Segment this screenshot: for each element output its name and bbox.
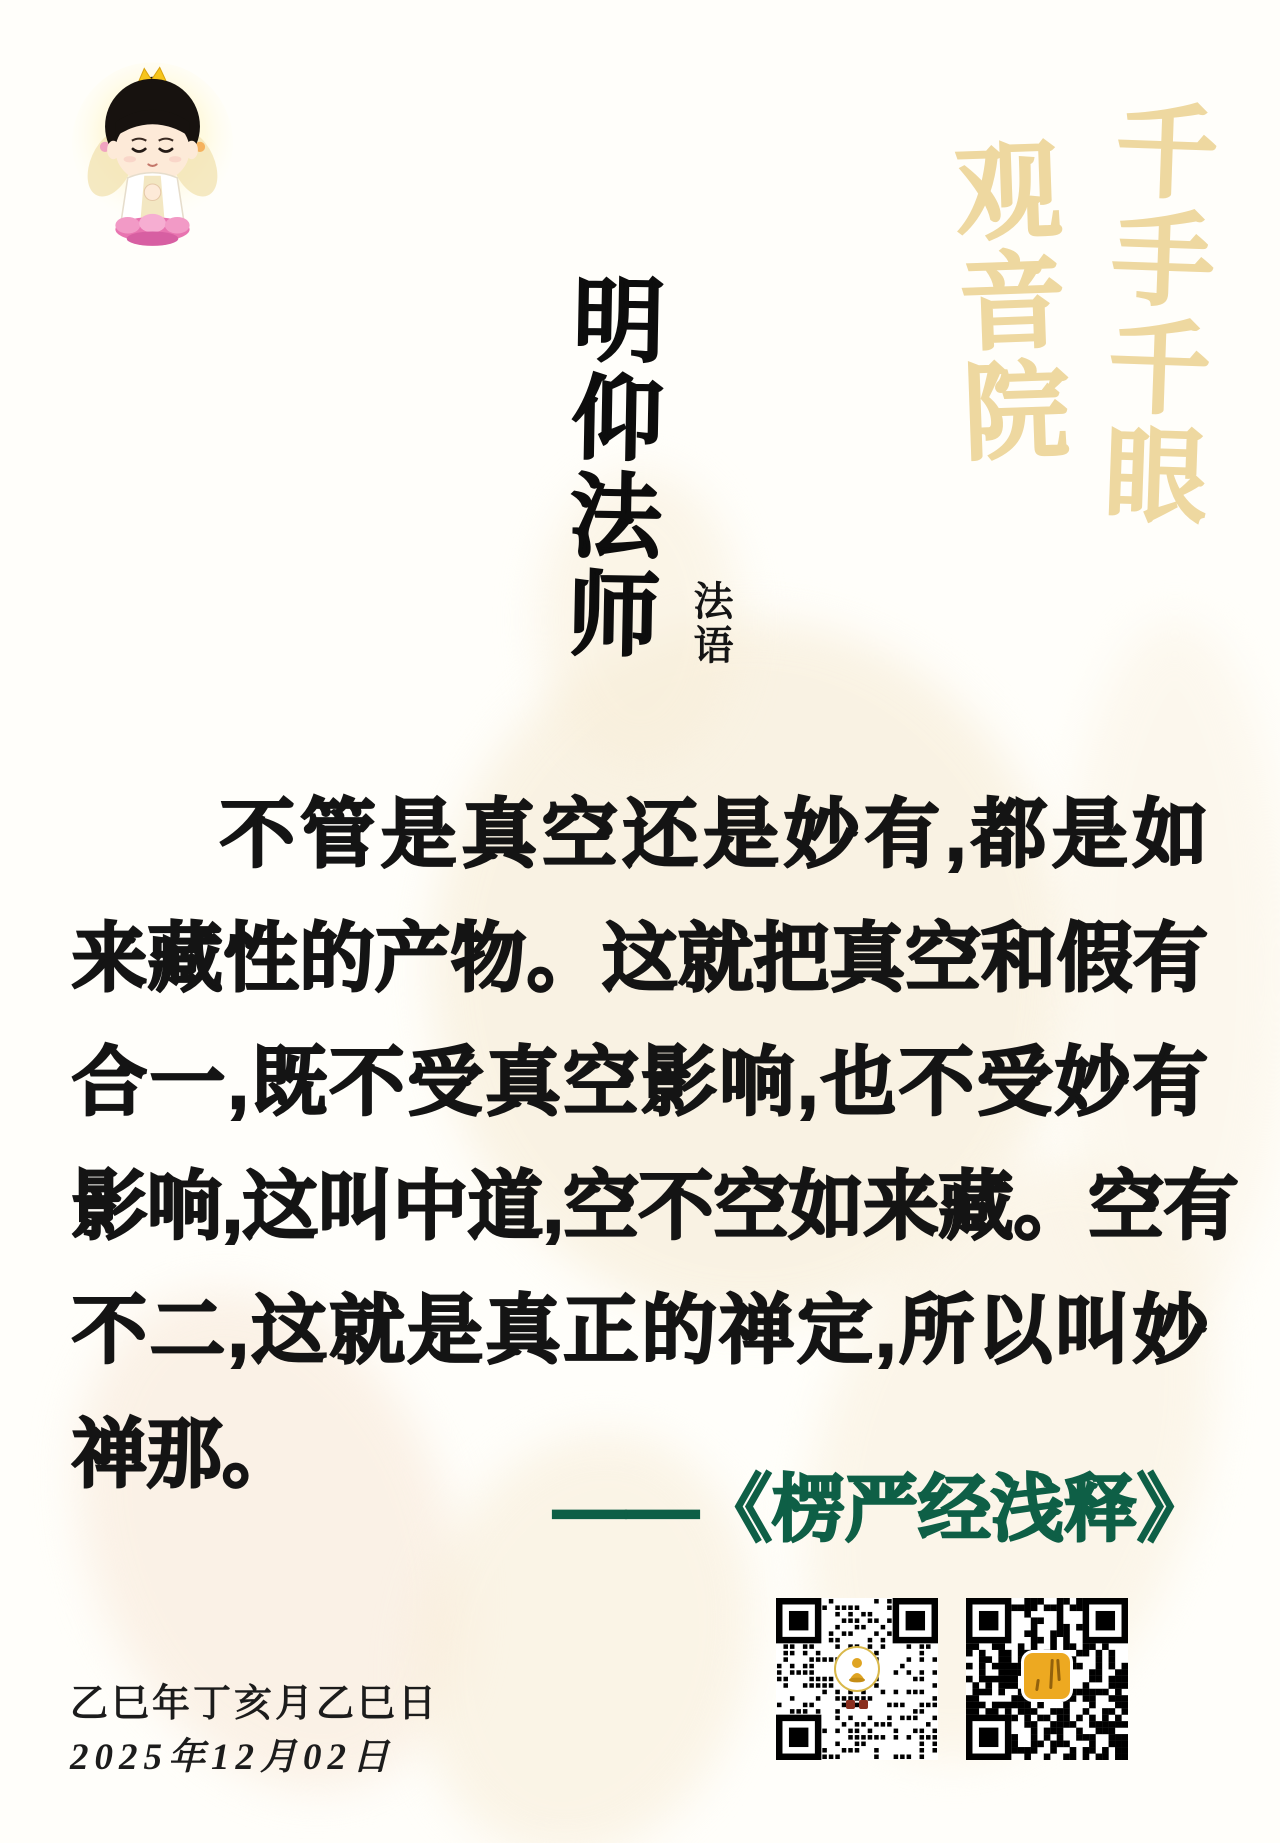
quote-line: 来藏性的产物。这就把真空和假有 — [72, 916, 1208, 1000]
gregorian-date: 2025年12月02日 — [70, 1737, 395, 1778]
qr-code-right — [966, 1598, 1128, 1760]
guanyin-figure-icon — [70, 52, 235, 252]
quote-line: 禅那。 — [72, 1412, 298, 1496]
qr-code-left — [776, 1598, 938, 1760]
quote-source-title: ——《楞严经浅释》 — [553, 1469, 1210, 1550]
temple-calligraphy-right-column: 千手千眼 — [1085, 96, 1221, 532]
quote-line: 影响,这叫中道,空不空如来藏。空有 — [72, 1164, 1239, 1248]
temple-calligraphy-left-column: 观音院 — [936, 133, 1074, 469]
lunar-date: 乙巳年丁亥月乙巳日 — [70, 1683, 440, 1725]
quote-block — [72, 772, 1239, 1516]
quote-line: 不二,这就是真正的禅定,所以叫妙 — [72, 1288, 1208, 1372]
qr-calligraphy-logo-icon — [1024, 1653, 1070, 1699]
qr-logo-seal-marks — [846, 1700, 868, 1709]
master-name-calligraphy: 明仰法师 — [552, 271, 667, 665]
dharma-words-label: 法语 — [688, 580, 732, 668]
quote-line: 合一,既不受真空影响,也不受妙有 — [72, 1040, 1208, 1124]
quote-line: 不管是真空还是妙有,都是如 — [220, 792, 1208, 876]
qr-buddha-logo-icon — [834, 1646, 880, 1692]
